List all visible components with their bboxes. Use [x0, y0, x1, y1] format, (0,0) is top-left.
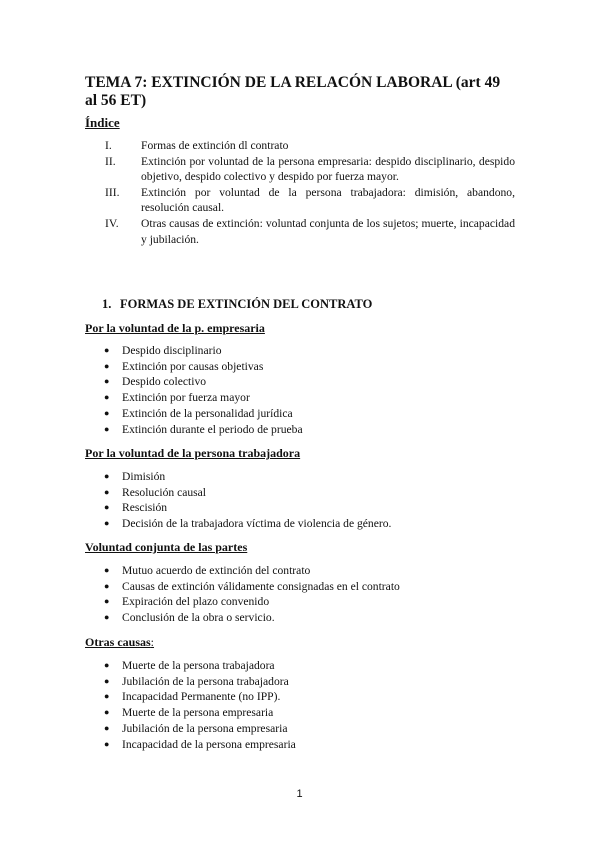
index-item-number: I.	[105, 139, 112, 152]
section-title-text: FORMAS DE EXTINCIÓN DEL CONTRATO	[120, 297, 373, 311]
bullet-list-joint-will	[104, 563, 400, 626]
index-item-text: Formas de extinción dl contrato	[141, 139, 289, 152]
list-item	[104, 674, 296, 690]
index-item-number: II.	[105, 154, 116, 168]
bullet-icon: ●	[104, 486, 110, 497]
list-item	[104, 594, 400, 610]
list-item	[104, 359, 303, 375]
list-item	[104, 721, 296, 737]
bullet-icon: ●	[104, 360, 110, 371]
list-item-text: Muerte de la persona empresaria	[122, 706, 274, 720]
subheading-text: Voluntad conjunta de las partes	[85, 540, 248, 554]
subheading-joint-will	[85, 540, 247, 555]
bullet-icon: ●	[104, 738, 110, 749]
bullet-icon: ●	[104, 471, 110, 481]
list-item	[104, 705, 296, 721]
section-title	[102, 297, 372, 312]
list-item-text: Causas de extinción válidamente consignadas en el contrato	[122, 579, 400, 593]
index-item	[105, 154, 515, 185]
bullet-icon: ●	[104, 580, 110, 591]
bullet-icon: ●	[104, 660, 110, 670]
index-item-text: Extinción por voluntad de la persona trabajadora: dimisión, abandono, resolución causal.	[141, 185, 515, 215]
section-number: 1.	[102, 297, 112, 311]
list-item	[104, 343, 303, 359]
list-item-text: Despido disciplinario	[122, 344, 222, 357]
subheading-other-causes	[85, 635, 154, 650]
bullet-list-worker-will	[104, 469, 391, 532]
subheading-employer-will	[85, 321, 265, 336]
list-item	[104, 737, 296, 753]
bullet-icon: ●	[104, 502, 110, 513]
bullet-icon: ●	[104, 691, 110, 702]
list-item-text: Expiración del plazo convenido	[122, 595, 270, 609]
list-item-text: Incapacidad de la persona empresaria	[122, 737, 296, 751]
list-item	[104, 374, 303, 390]
list-item	[104, 658, 296, 674]
list-item-text: Extinción por fuerza mayor	[122, 391, 250, 405]
list-item	[104, 390, 303, 406]
bullet-list-other-causes	[104, 658, 296, 752]
list-item-text: Jubilación de la persona trabajadora	[122, 674, 289, 688]
list-item	[104, 422, 303, 438]
index-item-number: III.	[105, 185, 120, 199]
bullet-icon: ●	[104, 345, 110, 355]
subheading-text: Por la voluntad de la p. empresaria	[85, 321, 265, 335]
bullet-icon: ●	[104, 612, 110, 623]
bullet-icon: ●	[104, 376, 110, 387]
list-item	[104, 500, 391, 516]
list-item	[104, 516, 391, 532]
subheading-suffix: :	[150, 635, 155, 649]
list-item-text: Mutuo acuerdo de extinción del contrato	[122, 564, 311, 577]
subheading-worker-will	[85, 446, 300, 461]
bullet-icon: ●	[104, 423, 110, 434]
bullet-icon: ●	[104, 675, 110, 686]
list-item-text: Decisión de la trabajadora víctima de violencia de género.	[122, 517, 392, 531]
list-item-text: Extinción por causas objetivas	[122, 359, 264, 373]
list-item-text: Rescisión	[122, 501, 168, 515]
list-item-text: Resolución causal	[122, 485, 207, 499]
index-item-number: IV.	[105, 216, 119, 230]
index-list	[105, 138, 515, 247]
list-item-text: Extinción durante el periodo de prueba	[122, 422, 303, 436]
list-item	[104, 563, 400, 579]
bullet-icon: ●	[104, 407, 110, 418]
index-item	[105, 185, 515, 216]
bullet-icon: ●	[104, 722, 110, 733]
list-item-text: Jubilación de la persona empresaria	[122, 721, 288, 735]
list-item	[104, 469, 391, 485]
bullet-icon: ●	[104, 565, 110, 575]
bullet-icon: ●	[104, 518, 110, 529]
index-item-text: Otras causas de extinción: voluntad conjunta de los sujetos; muerte, incapacidad y jubilación.	[141, 216, 515, 246]
index-item	[105, 138, 515, 154]
subheading-text: Por la voluntad de la persona trabajadora	[85, 446, 301, 460]
bullet-icon: ●	[104, 392, 110, 403]
list-item	[104, 610, 400, 626]
index-heading: Índice	[85, 115, 120, 130]
document-title: TEMA 7: EXTINCIÓN DE LA RELACÓN LABORAL (art 49 al 56 ET)	[85, 74, 501, 109]
bullet-icon: ●	[104, 596, 110, 607]
list-item-text: Extinción de la personalidad jurídica	[122, 406, 293, 420]
index-item	[105, 216, 515, 247]
list-item-text: Despido colectivo	[122, 375, 207, 389]
list-item-text: Conclusión de la obra o servicio.	[122, 611, 275, 625]
list-item-text: Muerte de la persona trabajadora	[122, 659, 275, 672]
page-number: 1	[296, 788, 303, 800]
list-item	[104, 406, 303, 422]
subheading-text: Otras causas	[85, 635, 151, 649]
list-item	[104, 485, 391, 501]
index-item-text: Extinción por voluntad de la persona empresaria: despido disciplinario, despido objetivo, despido colectivo y despido por fuerza mayor.	[141, 154, 515, 184]
list-item-text: Incapacidad Permanente (no IPP).	[122, 690, 281, 704]
list-item	[104, 579, 400, 595]
list-item	[104, 689, 296, 705]
bullet-icon: ●	[104, 707, 110, 718]
list-item-text: Dimisión	[122, 470, 166, 483]
bullet-list-employer-will	[104, 343, 303, 437]
